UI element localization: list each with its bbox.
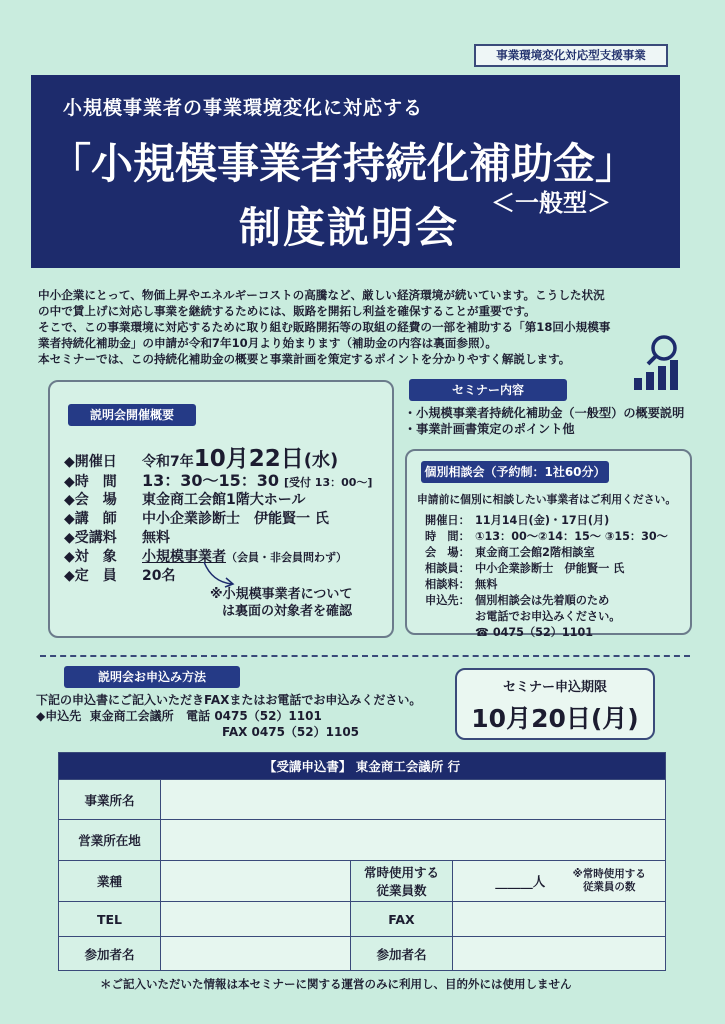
cut-line-divider — [40, 655, 690, 657]
capacity-value: 20名 — [142, 568, 176, 584]
privacy-footnote: ＊ご記入いただいた情報は本セミナーに関する運営のみに利用し、目的外には使用しません — [100, 977, 572, 991]
deadline-label: セミナー申込期限 — [502, 680, 607, 695]
intro-line: 業者持続化補助金」の申請が令和7年10月より始まります（補助金の内容は裏面参照）。 — [38, 336, 497, 350]
target-note-box — [210, 586, 352, 620]
fax-label: FAX — [351, 902, 453, 937]
application-table — [58, 752, 666, 971]
title-banner — [31, 75, 680, 268]
program-tag: 事業環境変化対応型支援事業 — [474, 44, 668, 67]
consult-value: 11月14日(金)・17日(月) — [475, 514, 610, 527]
apply-contact — [36, 708, 421, 724]
tel-field[interactable] — [161, 902, 351, 937]
form-header: 【受講申込書】 東金商工会議所 行 — [59, 753, 666, 780]
time-value: 13：30～15：30 — [142, 471, 280, 490]
apply-instruction: 下記の申込書にご記入いただきFAXまたはお電話でお申込みください。 — [36, 693, 422, 707]
date-prefix: 令和7年 — [142, 454, 194, 470]
date-key: ◆開催日 — [64, 454, 117, 470]
consult-row — [425, 593, 668, 609]
consultation-box — [405, 449, 692, 639]
overview-venue — [64, 489, 305, 509]
consult-row — [425, 513, 668, 529]
venue-key: ◆会 場 — [64, 492, 117, 508]
consult-value: 中小企業診断士 伊能賢一 氏 — [475, 562, 625, 575]
fee-key: ◆受講料 — [64, 530, 117, 546]
tel-label: TEL — [59, 902, 161, 937]
banner-type-label: ＜一般型＞ — [491, 189, 611, 217]
employees-note-line: 従業員の数 — [582, 881, 636, 893]
consult-value: 東金商工会館2階相談室 — [475, 546, 595, 559]
apply-method-text — [36, 692, 421, 740]
consult-key: 会 場： — [425, 546, 470, 559]
employees-label-line: 常時使用する — [363, 865, 439, 880]
seminar-item: ・小規模事業者持続化補助金（一般型）の概要説明 — [404, 406, 685, 420]
intro-line: 本セミナーでは、この持続化補助金の概要と事業計画を策定するポイントを分かりやすく解説します。 — [38, 352, 571, 366]
consult-row — [425, 577, 668, 593]
consult-row — [425, 625, 668, 641]
consult-value: お電話でお申込みください。 — [475, 610, 621, 623]
participant-label: 参加者名 — [59, 937, 161, 971]
consult-row — [425, 561, 668, 577]
lecturer-key: ◆講 師 — [64, 511, 117, 527]
consultation-title: 個別相談会（予約制：1社60分） — [421, 461, 609, 483]
consult-key: 相談員： — [425, 562, 470, 575]
consult-value: 個別相談会は先着順のため — [475, 594, 610, 607]
target-note: （会員・非会員問わず） — [226, 551, 347, 564]
employees-label — [351, 861, 453, 902]
overview-fee — [64, 527, 170, 547]
date-dow: (水) — [303, 450, 339, 471]
consult-key: 時 間： — [425, 530, 470, 543]
deadline-box — [455, 668, 655, 740]
banner-seminar-label: 制度説明会 — [239, 203, 460, 252]
consult-key: 申込先： — [425, 594, 470, 607]
fee-value: 無料 — [142, 530, 170, 546]
venue-value: 東金商工会館1階大ホール — [142, 492, 306, 508]
participant-label: 参加者名 — [351, 937, 453, 971]
address-label: 営業所在地 — [59, 820, 161, 861]
overview-capacity — [64, 565, 175, 585]
target-value: 小規模事業者 — [142, 549, 226, 565]
apply-tel: 電話 0475（52）1101 — [186, 709, 322, 723]
consult-value: 無料 — [475, 578, 498, 591]
seminar-content-title: セミナー内容 — [409, 379, 567, 401]
employees-note-line: ※常時使用する — [572, 868, 646, 880]
seminar-item: ・事業計画書策定のポイント他 — [404, 422, 575, 436]
address-field[interactable] — [161, 820, 666, 861]
business-name-field[interactable] — [161, 780, 666, 820]
fax-field[interactable] — [453, 902, 666, 937]
intro-text — [38, 287, 678, 367]
apply-to-key: ◆申込先 — [36, 709, 82, 723]
consult-value: ①13：00～②14：15～ ③15：30～ — [475, 530, 668, 543]
employees-unit: ______人 — [495, 874, 546, 889]
participant-field[interactable] — [453, 937, 666, 971]
seminar-content-list — [404, 405, 684, 437]
overview-box — [48, 380, 394, 638]
time-key: ◆時 間 — [64, 474, 117, 490]
consult-row — [425, 609, 668, 625]
apply-org: 東金商工会議所 — [89, 709, 174, 723]
business-name-label: 事業所名 — [59, 780, 161, 820]
time-note: [受付 13：00～] — [283, 476, 373, 489]
consultation-details — [425, 513, 668, 641]
banner-title: 「小規模事業者持続化補助金」 — [49, 139, 638, 188]
consult-key: 開催日： — [425, 514, 470, 527]
capacity-key: ◆定 員 — [64, 568, 117, 584]
intro-line: そこで、この事業環境に対応するために取り組む販路開拓等の取組の経費の一部を補助する「第18回小規模事 — [38, 320, 611, 334]
employees-note — [573, 868, 646, 894]
intro-line: の中で賃上げに対応し事業を継続するためには、販路を開拓し利益を確保することが重要です。 — [38, 304, 536, 318]
participant-field[interactable] — [161, 937, 351, 971]
consult-row — [425, 545, 668, 561]
employees-field[interactable] — [453, 861, 666, 902]
industry-field[interactable] — [161, 861, 351, 902]
apply-fax: FAX 0475（52）1105 — [222, 725, 360, 739]
note-line: ※小規模事業者について — [210, 587, 353, 602]
banner-subtitle: 小規模事業者の事業環境変化に対応する — [63, 97, 424, 119]
consult-phone: ☎ 0475（52）1101 — [475, 626, 594, 639]
industry-label: 業種 — [59, 861, 161, 902]
employees-label-line: 従業員数 — [376, 883, 427, 898]
consultation-lead: 申請前に個別に相談したい事業者はご利用ください。 — [417, 493, 677, 506]
intro-line: 中小企業にとって、物価上昇やエネルギーコストの高騰など、厳しい経済環境が続いています。こうした状況 — [38, 288, 605, 302]
date-main: 10月22日 — [193, 446, 304, 472]
overview-lecturer — [64, 508, 329, 528]
note-line: は裏面の対象者を確認 — [222, 604, 353, 619]
consult-key: 相談料： — [425, 578, 470, 591]
lecturer-value: 中小企業診断士 伊能賢一 氏 — [142, 511, 329, 527]
overview-title: 説明会開催概要 — [68, 404, 196, 426]
target-key: ◆対 象 — [64, 549, 117, 565]
overview-time — [64, 468, 372, 491]
deadline-date: 10月20日(月) — [471, 704, 639, 733]
application-form — [58, 752, 665, 971]
apply-method-title: 説明会お申込み方法 — [64, 666, 240, 688]
magnifier-chart-icon — [628, 332, 686, 394]
consult-row — [425, 529, 668, 545]
